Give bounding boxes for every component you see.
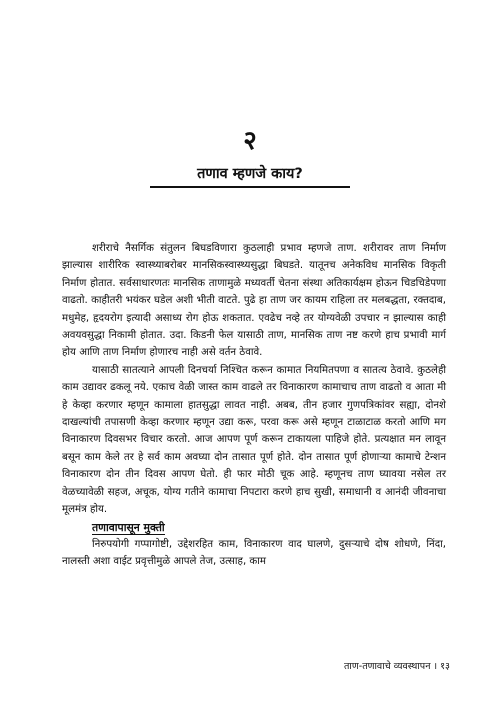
paragraph-2: यासाठी सातत्याने आपली दिनचर्या निश्चित करून कामात नियमितपणा व सातत्य ठेवावे. कुठलेही काम उद्यावर ढकलू नये. एकाच वेळी जास्त काम वाढले तर विनाकारण कामाचाच ताण वाढतो व आता मी हे केव्हा करणार म्हणून कामाला हातसुद्धा लावत नाही. अबब, तीन हजार गुणपत्रिकांवर सह्या, दोनशे दाखल्यांची तपासणी केव्हा करणार म्हणून उद्या करू, परवा करू असे म्हणून टाळाटाळ करतो आणि मग विनाकारण दिवसभर विचार करतो. आज आपण पूर्ण करून टाकायला पाहिजे होते. प्रत्यक्षात मन लावून बसून काम केले तर हे सर्व काम अवघ्या दोन तासात पूर्ण होते. दोन तासात पूर्ण होणाऱ्या कामाचे टेन्शन विनाकारण दोन तीन दिवस आपण घेतो. ही फार मोठी चूक आहे. म्हणूनच ताण घ्यावया नसेल तर वेळच्यावेळी सहज, अचूक, योग्य गतीने कामाचा निपटारा करणे हाच सुखी, समाधानी व आनंदी जीवनाचा मूलमंत्र होय. [62,364,446,516]
paragraph-1: शरीराचे नैसर्गिक संतुलन बिघडविणारा कुठलाही प्रभाव म्हणजे ताण. शरीरावर ताण निर्माण झाल्यास शारीरिक स्वास्थ्याबरोबर मानसिकस्वास्थ्यसुद्धा बिघडते. यातूनच अनेकविध मानसिक विकृती निर्माण होतात. सर्वसाधारणतः मानसिक ताणामुळे मध्यवर्ती चेतना संस्था अतिकार्यक्षम होऊन चिडचिडेपणा वाढतो. काहीतरी भयंकर घडेल अशी भीती वाटते. पुढे हा ताण जर कायम राहिला तर मलबद्धता, रक्तदाब, मधुमेह, हृदयरोग इत्यादी असाध्य रोग होऊ शकतात. एवढेच नव्हे तर योग्यवेळी उपचार न झाल्यास काही अवयवसुद्धा निकामी होतात. उदा. किडनी फेल यासाठी ताण, मानसिक ताण नष्ट करणे हाच प्रभावी मार्ग होय आणि ताण निर्माण होणारच नाही असे वर्तन ठेवावे. [62,243,446,359]
chapter-title: तणाव म्हणजे काय? [150,164,350,188]
section-heading-text: तणावापासून मुक्ती [92,520,165,534]
paragraph-3: निरुपयोगी गप्पागोष्टी, उद्देशरहित काम, विनाकारण वाद घालणे, दुसऱ्याचे दोष शोधणे, निंदा, नालस्ती अशा वाईट प्रवृत्तीमुळे आपले तेज, उत्साह, काम [62,538,446,568]
running-footer: ताण-तणावाचे व्यवस्थापन । १३ [344,661,450,672]
chapter-number: २ [243,126,257,156]
body-text [62,240,446,571]
section-heading [62,519,446,536]
